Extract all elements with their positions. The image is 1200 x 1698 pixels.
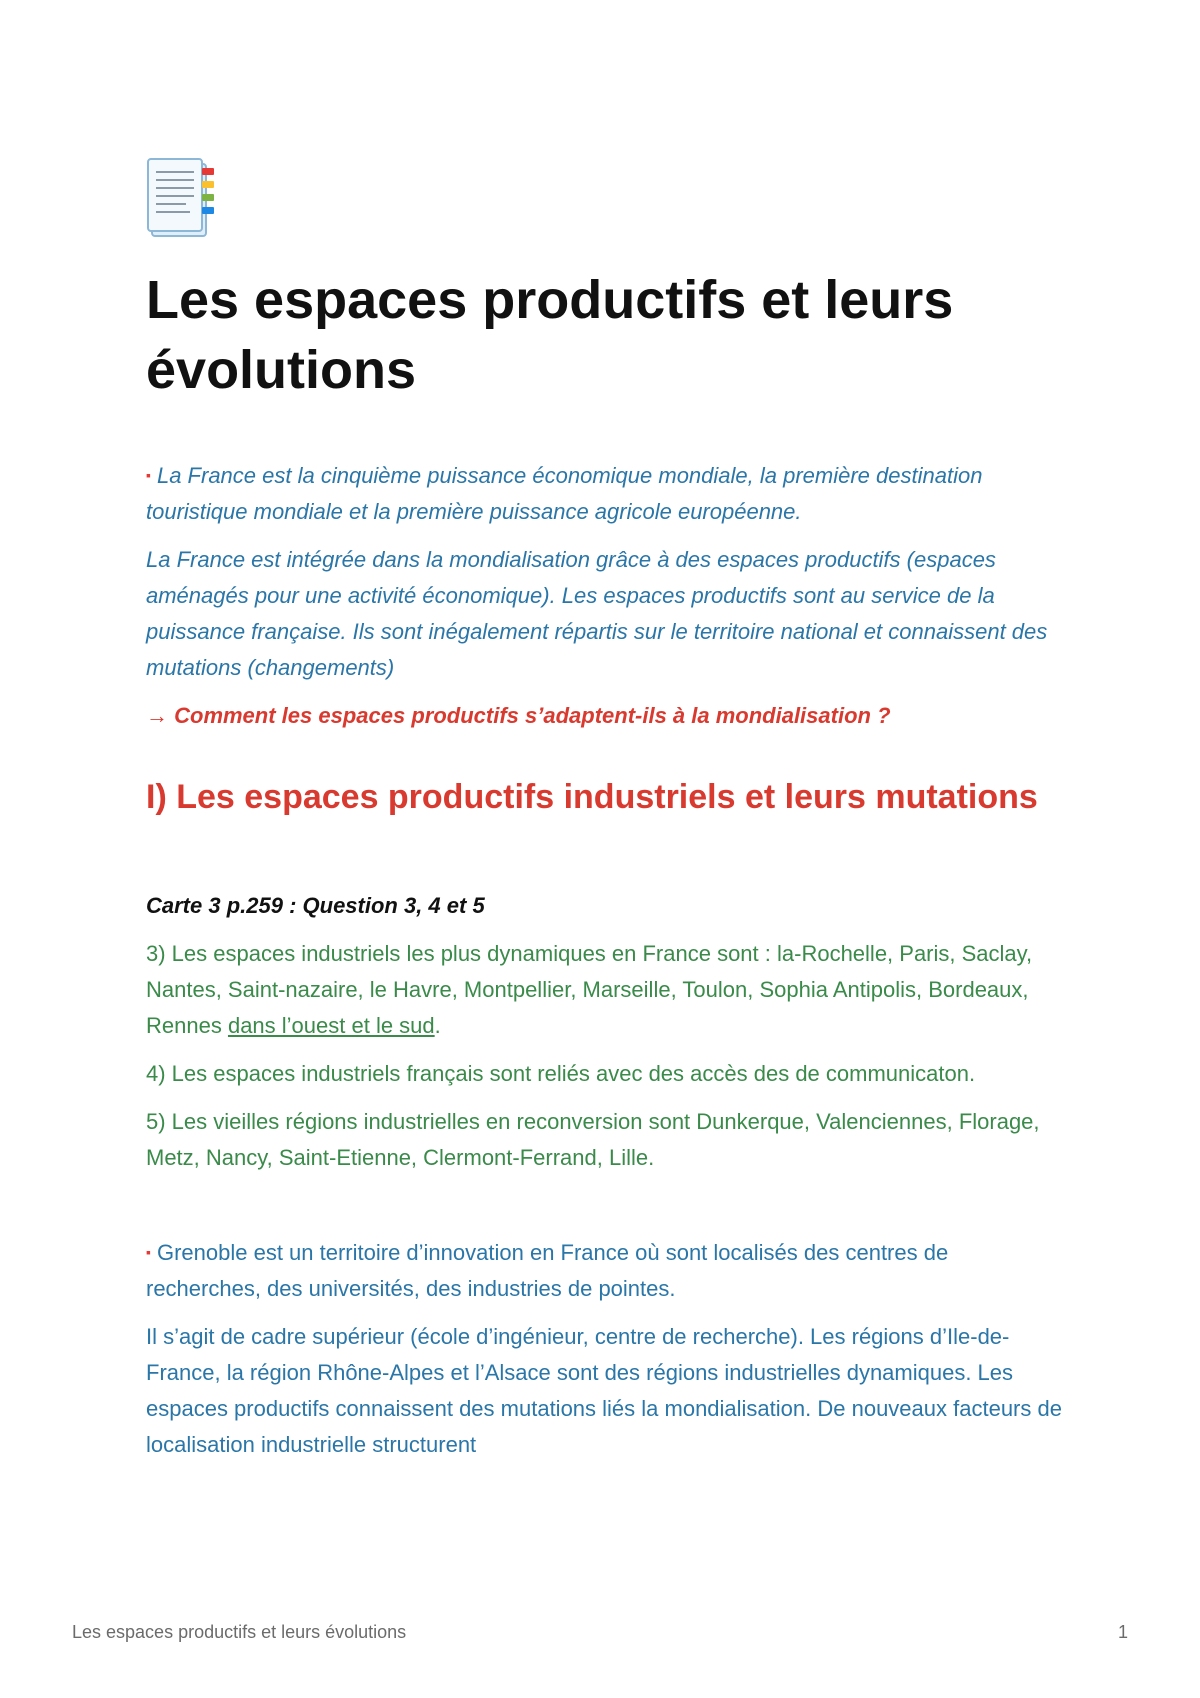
- problem-question: → Comment les espaces productifs s’adaptent-ils à la mondialisation ?: [146, 703, 891, 728]
- answer-5: 5) Les vieilles régions industrielles en reconversion sont Dunkerque, Valenciennes, Florage, Metz, Nancy, Saint-Etienne, Clermont-Ferrand, Lille.: [146, 1109, 1040, 1170]
- footer-page-number: 1: [1117, 1622, 1128, 1642]
- intro-paragraph: [146, 457, 1066, 530]
- section-title: I) Les espaces productifs industriels et leurs mutations: [146, 778, 1038, 816]
- answer-3-end: .: [434, 1013, 441, 1038]
- intro-paragraph-2: La France est intégrée dans la mondialisation grâce à des espaces productifs (espaces aménagés pour une activité économique). Les espaces productifs sont au service de la puissance française. Ils sont inégalement répartis sur le territoire national et connaissent des mutations (changements): [146, 547, 1048, 680]
- answer-4: 4) Les espaces industriels français sont reliés avec des accès des de communicaton.: [146, 1061, 976, 1086]
- bullet-marker: ▪: [146, 1244, 151, 1260]
- page-title: Les espaces productifs et leurs évolutions: [146, 270, 954, 400]
- notebook-icon: [146, 156, 226, 242]
- footer-title: Les espaces productifs et leurs évolutions: [72, 1622, 407, 1642]
- exercise-subheading: Carte 3 p.259 : Question 3, 4 et 5: [146, 893, 485, 918]
- intro-paragraph-text: La France est la cinquième puissance économique mondiale, la première destination touristique mondiale et la première puissance agricole européenne.: [146, 463, 983, 524]
- answer-3-underlined: dans l’ouest et le sud: [227, 1013, 435, 1038]
- grenoble-paragraph: [146, 1234, 1066, 1307]
- document-content: [146, 156, 1066, 1463]
- cadre-paragraph: Il s’agit de cadre supérieur (école d’ingénieur, centre de recherche). Les régions d’Ile-de-France, la région Rhône-Alpes et l’Alsace sont des régions industrielles dynamiques. Les espaces productifs connaissent des mutations liés la mondialisation. De nouveaux facteurs de localisation industrielle structurent: [146, 1324, 1062, 1457]
- answer-3: [146, 936, 1066, 1044]
- bullet-marker: ▪: [146, 467, 151, 483]
- grenoble-paragraph-text: Grenoble est un territoire d’innovation en France où sont localisés des centres de recherches, des universités, des industries de pointes.: [146, 1240, 949, 1301]
- answer-3-text: 3) Les espaces industriels les plus dynamiques en France sont : la-Rochelle, Paris, Saclay, Nantes, Saint-nazaire, le Havre, Montpellier, Marseille, Toulon, Sophia Antipolis, Bordeaux, Rennes: [146, 941, 1033, 1038]
